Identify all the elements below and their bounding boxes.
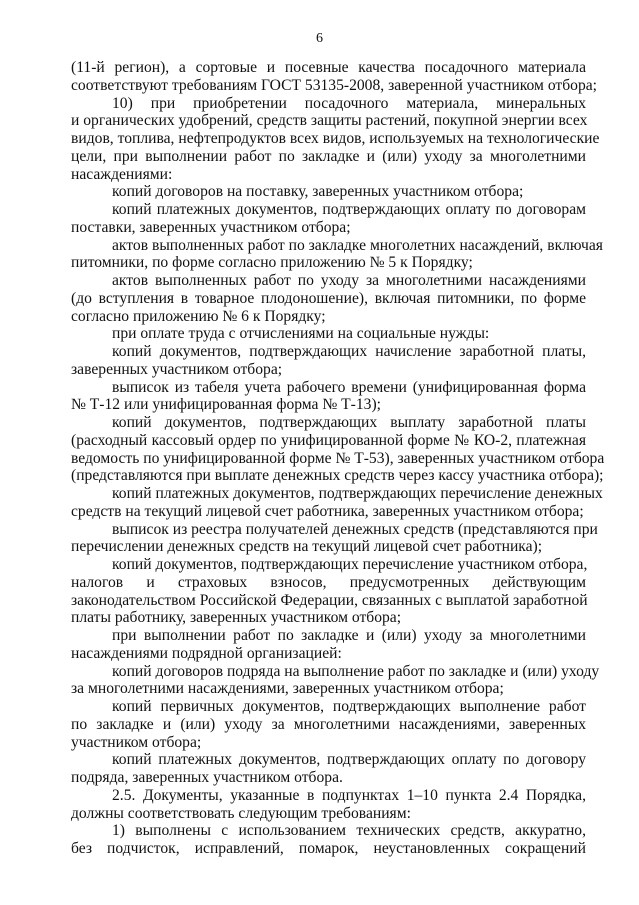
text-line: 2.5. Документы, указанные в подпунктах 1–10 пункта 2.4 Порядка, [112,786,586,804]
text-line: актов выполненных работ по закладке многолетних насаждений, включая [112,236,603,254]
text-line: платы работнику, заверенных участником отбора; [71,609,402,627]
text-line: за многолетними насаждениями, заверенных участником отбора; [71,680,504,698]
text-line: соответствуют требованиям ГОСТ 53135-2008, заверенной участником отбора; [71,76,598,94]
text-line: участником отбора; [71,733,202,751]
text-line: копий договоров на поставку, заверенных участником отбора; [112,183,524,201]
text-line: цели, при выполнении работ по закладке и (или) уходу за многолетними [71,147,586,165]
text-line: ведомость по унифицированной форме № Т-53), заверенных участником отбора [71,449,605,467]
text-line: (представляются при выплате денежных средств через кассу участника отбора); [71,467,604,485]
text-line: насаждениями подрядной организацией: [71,644,342,662]
text-line: 1) выполнены с использованием технических средств, аккуратно, [112,822,586,840]
text-line: № Т-12 или унифицированная форма № Т-13); [71,396,381,414]
text-line: копий платежных документов, подтверждающих оплату по договору [112,751,586,769]
text-line: должны соответствовать следующим требованиям: [71,804,411,822]
text-line: копий платежных документов, подтверждающих перечисление денежных [112,485,603,502]
text-line: насаждениями: [71,165,173,183]
text-line: выписок из табеля учета рабочего времени (унифицированная форма [112,378,586,396]
text-line: законодательством Российской Федерации, связанных с выплатой заработной [71,591,588,609]
text-line: при выполнении работ по закладке и (или) уходу за многолетними [112,627,586,644]
text-line: 10) при приобретении посадочного материала, минеральных [112,94,586,112]
text-line: (расходный кассовый ордер по унифицированной форме № КО-2, платежная [71,431,586,449]
text-line: согласно приложению № 6 к Порядку; [71,307,326,325]
text-line: заверенных участником отбора; [71,360,283,378]
text-line: копий документов, подтверждающих начисление заработной платы, [112,343,586,360]
text-line: по закладке и (или) уходу за многолетними насаждениями, заверенных [71,715,586,733]
text-line: копий документов, подтверждающих перечисление участником отбора, [112,556,588,573]
text-line: без подчисток, исправлений, помарок, неустановленных сокращений [71,840,586,857]
text-line: и органических удобрений, средств защиты растений, покупной энергии всех [71,112,588,130]
text-line: копий первичных документов, подтверждающих выполнение работ [112,698,586,715]
text-line: актов выполненных работ по уходу за многолетними насаждениями [112,272,586,289]
text-line: (до вступления в товарное плодоношение), включая питомники, по форме [71,289,586,307]
text-line: подряда, заверенных участником отбора. [71,769,343,786]
text-line: копий договоров подряда на выполнение работ по закладке и (или) уходу [112,662,600,680]
text-line: (11-й регион), а сортовые и посевные качества посадочного материала [71,59,586,76]
text-line: видов, топлива, нефтепродуктов всех видов, используемых на технологические [71,130,600,147]
text-line: поставки, заверенных участником отбора; [71,218,351,236]
text-line: копий документов, подтверждающих выплату заработной платы [112,414,586,431]
text-line: питомники, по форме согласно приложению № 5 к Порядку; [71,254,473,272]
text-line: при оплате труда с отчислениями на социальные нужды: [112,325,490,343]
text-line: выписок из реестра получателей денежных средств (представляются при [112,520,598,538]
text-line: налогов и страховых взносов, предусмотренных действующим [71,573,586,591]
text-line: средств на текущий лицевой счет работника, заверенных участником отбора; [71,502,584,520]
text-line: копий платежных документов, подтверждающих оплату по договорам [112,201,586,218]
text-line: перечислении денежных средств на текущий лицевой счет работника); [71,538,543,556]
page-number: 6 [316,31,323,46]
